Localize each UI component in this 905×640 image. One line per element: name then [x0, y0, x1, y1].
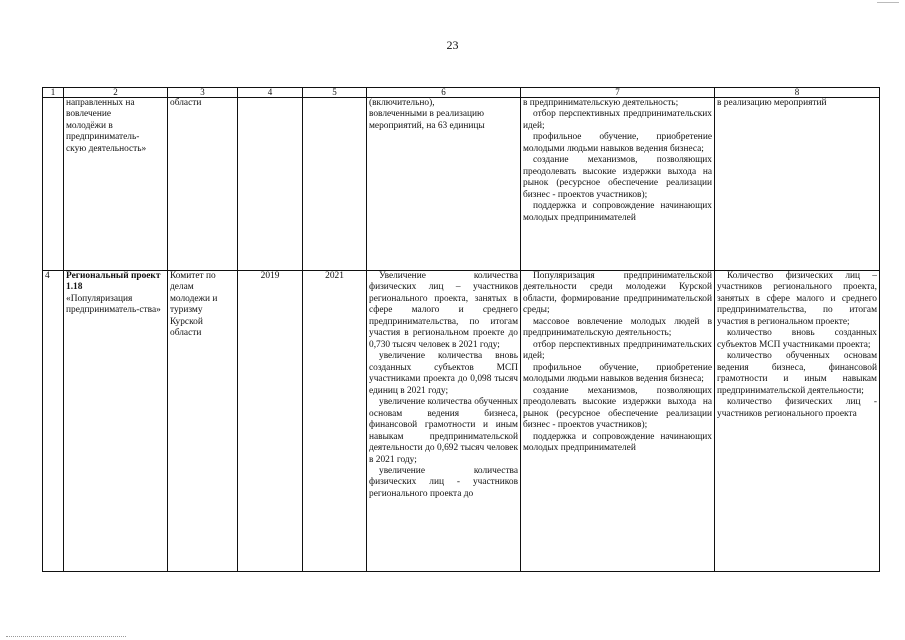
- start-year-cell: [238, 98, 303, 271]
- results-cell: [715, 98, 880, 271]
- executor-line: Курской: [170, 316, 203, 327]
- project-name-line: вовлечение: [66, 109, 112, 120]
- task-item: профильное обучение, приобретение молодыми людьми навыков ведения бизнеса;: [523, 362, 712, 385]
- indicator-item: увеличение количества физических лиц - участников регионального проекта до: [369, 465, 518, 499]
- executor-cell: области: [168, 98, 238, 271]
- task-item: массовое вовлечение молодых людей в предпринимательскую деятельность;: [523, 316, 712, 339]
- executor-line: области: [170, 328, 202, 339]
- executor-cell: [168, 271, 238, 572]
- scan-corner-mark: [877, 2, 899, 5]
- task-item: создание механизмов, позволяющих преодолевать высокие издержки выхода на рынок (ресурсное обеспечение реализации бизнес - проектов участников);: [523, 385, 712, 431]
- project-name-cell: [64, 98, 168, 271]
- col-header-3: 3: [168, 88, 238, 98]
- col-header-5: 5: [303, 88, 367, 98]
- indicators-cell: [367, 98, 521, 271]
- project-title: Региональный проект 1.18: [66, 271, 161, 293]
- table-row: [43, 271, 880, 572]
- program-table: [42, 87, 880, 572]
- start-year-cell: 2019: [238, 271, 303, 572]
- project-name-line: предприниматель-: [66, 132, 140, 143]
- executor-line: молодежи и: [170, 293, 218, 304]
- result-item: количество вновь созданных субъектов МСП участниками проекта;: [717, 328, 877, 350]
- header-row: [43, 88, 880, 98]
- project-name-cell: [64, 271, 168, 572]
- indicator-line: (включительно),: [369, 98, 435, 108]
- task-item: отбор перспективных предпринимательских идей;: [523, 339, 712, 362]
- task-item: поддержка и сопровождение начинающих молодых предпринимателей: [523, 431, 712, 454]
- project-name-line: направленных на: [66, 98, 135, 108]
- result-item: в реализацию мероприятий: [717, 98, 827, 108]
- page-number: 23: [446, 38, 459, 52]
- task-item: поддержка и сопровождение начинающих молодых предпринимателей: [523, 201, 712, 223]
- tasks-cell: [521, 98, 715, 271]
- task-item: профильное обучение, приобретение молодыми людьми навыков ведения бизнеса;: [523, 132, 712, 154]
- table-row: [43, 98, 880, 271]
- row-number-cell: 4: [43, 271, 64, 572]
- col-header-4: 4: [238, 88, 303, 98]
- indicators-cell: [367, 271, 521, 572]
- indicator-line: мероприятий, на 63 единицы: [369, 120, 485, 131]
- executor-line: делам: [170, 282, 194, 293]
- project-name-line: скую деятельность»: [66, 143, 147, 154]
- col-header-2: 2: [64, 88, 168, 98]
- indicator-item: увеличение количества обученных основам ведения бизнеса, финансовой грамотности и иным навыкам предпринимательской деятельности до 0,692 тысяч человек в 2021 году;: [369, 397, 518, 465]
- result-item: количество обученных основам ведения бизнеса, финансовой грамотности и иным навыкам предпринимательской деятельности;: [717, 351, 877, 396]
- results-cell: [715, 271, 880, 572]
- col-header-8: 8: [715, 88, 880, 98]
- result-item: Количество физических лиц – участников регионального проекта, занятых в сфере малого и среднего предпринимательства, по итогам участия в региональном проекте;: [717, 271, 877, 327]
- end-year-cell: 2021: [303, 271, 367, 572]
- indicator-item: увеличение количества вновь созданных субъектов МСП участниками проекта до 0,098 тысяч единиц в 2021 году;: [369, 351, 518, 396]
- executor-line: Комитет по: [170, 271, 216, 281]
- col-header-1: 1: [43, 88, 64, 98]
- tasks-cell: [521, 271, 715, 572]
- scan-footer-noise: [6, 636, 126, 638]
- project-name-line: молодёжи в: [66, 120, 113, 131]
- indicator-line: вовлеченными в реализацию: [369, 109, 485, 120]
- col-header-6: 6: [367, 88, 521, 98]
- end-year-cell: [303, 98, 367, 271]
- result-item: количество физических лиц - участников регионального проекта: [717, 397, 877, 419]
- col-header-7: 7: [521, 88, 715, 98]
- task-item: отбор перспективных предпринимательских идей;: [523, 109, 712, 131]
- indicator-item: Увеличение количества физических лиц – участников регионального проекта, занятых в сфере малого и среднего предпринимательства, по итогам участия в региональном проекте до 0,730 тысяч человек в 2021 году;: [369, 271, 518, 350]
- executor-line: туризму: [170, 305, 203, 316]
- task-item: Популяризация предпринимательской деятельности среди молодежи Курской области, формирование предпринимательской среды;: [523, 271, 712, 316]
- task-item: создание механизмов, позволяющих преодолевать высокие издержки выхода на рынок (ресурсное обеспечение реализации бизнес - проектов участников);: [523, 155, 712, 200]
- project-subtitle: «Популяризация предприниматель-ства»: [66, 293, 161, 316]
- row-number-cell: [43, 98, 64, 271]
- task-item: в предпринимательскую деятельность;: [523, 98, 679, 108]
